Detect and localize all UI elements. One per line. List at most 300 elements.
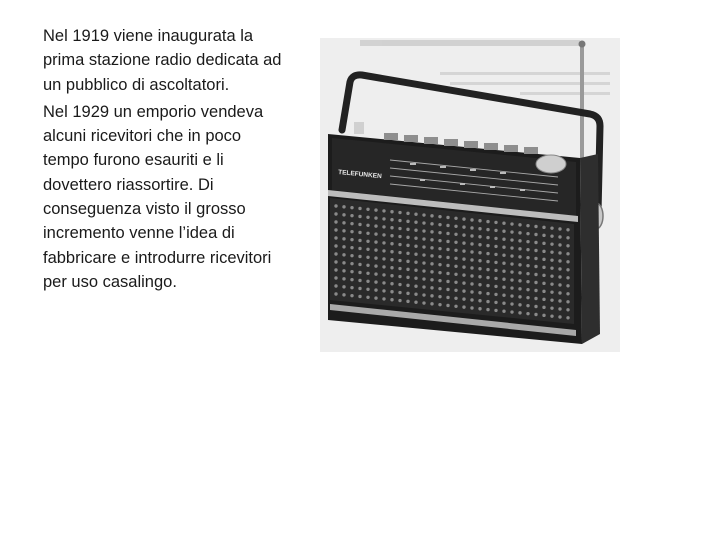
grille-hole xyxy=(390,210,393,213)
grille-hole xyxy=(550,306,553,309)
grille-hole xyxy=(350,230,353,233)
grille-hole xyxy=(446,304,449,307)
grille-hole xyxy=(526,224,529,227)
grille-hole xyxy=(422,261,425,264)
grille-hole xyxy=(478,283,481,286)
grille-hole xyxy=(542,234,545,237)
grille-hole xyxy=(478,227,481,230)
grille-hole xyxy=(566,284,569,287)
grille-hole xyxy=(390,242,393,245)
grille-hole xyxy=(430,262,433,265)
grille-hole xyxy=(398,291,401,294)
grille-hole xyxy=(406,252,409,255)
grille-hole xyxy=(542,266,545,269)
grille-hole xyxy=(534,265,537,268)
grille-hole xyxy=(422,285,425,288)
grille-hole xyxy=(478,291,481,294)
grille-hole xyxy=(374,288,377,291)
grille-hole xyxy=(510,222,513,225)
grille-hole xyxy=(382,265,385,268)
grille-hole xyxy=(494,229,497,232)
grille-hole xyxy=(542,298,545,301)
grille-hole xyxy=(550,266,553,269)
grille-hole xyxy=(454,233,457,236)
grille-hole xyxy=(470,306,473,309)
grille-hole xyxy=(486,284,489,287)
grille-hole xyxy=(534,297,537,300)
grille-hole xyxy=(358,263,361,266)
grille-hole xyxy=(502,286,505,289)
grille-hole xyxy=(374,224,377,227)
grille-hole xyxy=(358,287,361,290)
grille-hole xyxy=(350,270,353,273)
grille-hole xyxy=(454,257,457,260)
grille-hole xyxy=(382,233,385,236)
grille-hole xyxy=(462,233,465,236)
grille-hole xyxy=(510,246,513,249)
grille-hole xyxy=(422,221,425,224)
grille-hole xyxy=(534,249,537,252)
grille-hole xyxy=(566,316,569,319)
grille-hole xyxy=(526,296,529,299)
grille-hole xyxy=(478,275,481,278)
grille-hole xyxy=(518,223,521,226)
grille-hole xyxy=(350,238,353,241)
grille-hole xyxy=(558,283,561,286)
grille-hole xyxy=(502,278,505,281)
grille-hole xyxy=(518,311,521,314)
grille-hole xyxy=(334,284,337,287)
grille-hole xyxy=(534,241,537,244)
paragraph-1929: Nel 1929 un emporio vendeva alcuni ricevitori che in poco tempo furono esauriti e li dovettero riassortire. Di conseguenza visto il grosso incremento venne l’idea di fabbricare e introdurre ricevitori per uso casalingo. xyxy=(43,102,272,291)
grille-hole xyxy=(406,300,409,303)
grille-hole xyxy=(438,215,441,218)
grille-hole xyxy=(374,256,377,259)
grille-hole xyxy=(430,230,433,233)
grille-hole xyxy=(414,261,417,264)
grille-hole xyxy=(374,208,377,211)
grille-hole xyxy=(494,301,497,304)
grille-hole xyxy=(342,205,345,208)
grille-hole xyxy=(446,248,449,251)
grille-hole xyxy=(382,257,385,260)
paragraph-1919: Nel 1919 viene inaugurata la prima stazione radio dedicata ad un pubblico di ascoltatori. xyxy=(43,27,282,94)
grille-hole xyxy=(542,250,545,253)
grille-hole xyxy=(494,245,497,248)
grille-hole xyxy=(342,277,345,280)
grille-hole xyxy=(542,242,545,245)
grille-hole xyxy=(502,294,505,297)
grille-hole xyxy=(406,260,409,263)
grille-hole xyxy=(510,238,513,241)
grille-hole xyxy=(398,211,401,214)
grille-hole xyxy=(462,225,465,228)
grille-hole xyxy=(406,236,409,239)
grille-hole xyxy=(446,296,449,299)
grille-hole xyxy=(430,254,433,257)
grille-hole xyxy=(446,224,449,227)
grille-hole xyxy=(510,254,513,257)
grille-hole xyxy=(558,299,561,302)
grille-hole xyxy=(510,286,513,289)
grille-hole xyxy=(446,232,449,235)
grille-hole xyxy=(478,251,481,254)
grille-hole xyxy=(422,301,425,304)
grille-hole xyxy=(566,276,569,279)
grille-hole xyxy=(502,238,505,241)
grille-hole xyxy=(390,226,393,229)
grille-hole xyxy=(342,285,345,288)
grille-hole xyxy=(366,288,369,291)
grille-hole xyxy=(534,257,537,260)
grille-hole xyxy=(558,315,561,318)
grille-hole xyxy=(526,304,529,307)
grille-hole xyxy=(566,292,569,295)
grille-hole xyxy=(342,253,345,256)
grille-hole xyxy=(518,255,521,258)
grille-hole xyxy=(342,261,345,264)
grille-hole xyxy=(526,248,529,251)
grille-hole xyxy=(502,310,505,313)
grille-hole xyxy=(454,249,457,252)
grille-hole xyxy=(334,204,337,207)
grille-hole xyxy=(462,217,465,220)
grille-hole xyxy=(526,264,529,267)
grille-hole xyxy=(438,263,441,266)
grille-hole xyxy=(470,282,473,285)
grille-hole xyxy=(542,306,545,309)
grille-hole xyxy=(398,259,401,262)
grille-hole xyxy=(486,260,489,263)
grille-hole xyxy=(430,222,433,225)
grille-hole xyxy=(462,273,465,276)
grille-hole xyxy=(462,257,465,260)
grille-hole xyxy=(494,285,497,288)
grille-hole xyxy=(406,276,409,279)
grille-hole xyxy=(470,258,473,261)
grille-hole xyxy=(430,278,433,281)
grille-hole xyxy=(358,255,361,258)
grille-hole xyxy=(390,250,393,253)
grille-hole xyxy=(422,229,425,232)
grille-hole xyxy=(342,293,345,296)
grille-hole xyxy=(334,268,337,271)
grille-hole xyxy=(414,285,417,288)
grille-hole xyxy=(454,297,457,300)
grille-hole xyxy=(406,268,409,271)
grille-hole xyxy=(406,220,409,223)
grille-hole xyxy=(446,272,449,275)
grille-hole xyxy=(438,271,441,274)
grille-hole xyxy=(406,244,409,247)
grille-hole xyxy=(454,273,457,276)
grille-hole xyxy=(502,262,505,265)
grille-hole xyxy=(374,272,377,275)
grille-hole xyxy=(398,219,401,222)
grille-hole xyxy=(566,260,569,263)
grille-hole xyxy=(558,227,561,230)
grille-hole xyxy=(494,221,497,224)
grille-hole xyxy=(542,314,545,317)
grille-hole xyxy=(534,281,537,284)
grille-hole xyxy=(454,225,457,228)
grille-hole xyxy=(358,207,361,210)
grille-hole xyxy=(462,281,465,284)
grille-hole xyxy=(534,273,537,276)
grille-hole xyxy=(446,264,449,267)
grille-hole xyxy=(422,213,425,216)
grille-hole xyxy=(566,228,569,231)
grille-hole xyxy=(470,298,473,301)
grille-hole xyxy=(518,231,521,234)
grille-hole xyxy=(430,238,433,241)
grille-hole xyxy=(430,214,433,217)
grille-hole xyxy=(414,277,417,280)
grille-hole xyxy=(502,222,505,225)
grille-hole xyxy=(510,310,513,313)
grille-hole xyxy=(358,239,361,242)
grille-hole xyxy=(478,267,481,270)
grille-hole xyxy=(358,271,361,274)
grille-hole xyxy=(438,287,441,290)
grille-hole xyxy=(558,243,561,246)
grille-hole xyxy=(414,269,417,272)
grille-hole xyxy=(350,262,353,265)
grille-hole xyxy=(486,228,489,231)
grille-hole xyxy=(470,290,473,293)
grille-hole xyxy=(406,212,409,215)
grille-hole xyxy=(494,261,497,264)
grille-hole xyxy=(550,314,553,317)
grille-hole xyxy=(334,236,337,239)
grille-hole xyxy=(366,280,369,283)
grille-hole xyxy=(526,240,529,243)
grille-hole xyxy=(414,293,417,296)
grille-hole xyxy=(534,225,537,228)
grille-hole xyxy=(470,274,473,277)
grille-hole xyxy=(374,248,377,251)
grille-hole xyxy=(526,280,529,283)
grille-hole xyxy=(446,288,449,291)
grille-hole xyxy=(350,214,353,217)
grille-hole xyxy=(526,288,529,291)
grille-hole xyxy=(382,241,385,244)
grille-hole xyxy=(382,297,385,300)
grille-hole xyxy=(486,268,489,271)
grille-hole xyxy=(382,217,385,220)
grille-hole xyxy=(494,269,497,272)
grille-hole xyxy=(334,276,337,279)
brand-badge: TELEFUNKEN xyxy=(337,169,382,181)
grille-hole xyxy=(550,226,553,229)
grille-hole xyxy=(494,293,497,296)
grille-hole xyxy=(518,247,521,250)
grille-hole xyxy=(486,236,489,239)
grille-hole xyxy=(558,307,561,310)
grille-hole xyxy=(478,299,481,302)
grille-hole xyxy=(358,247,361,250)
grille-hole xyxy=(502,230,505,233)
grille-hole xyxy=(558,291,561,294)
grille-hole xyxy=(406,228,409,231)
grille-hole xyxy=(374,232,377,235)
grille-hole xyxy=(382,209,385,212)
radio-photo xyxy=(320,38,620,352)
grille-hole xyxy=(398,227,401,230)
power-switch xyxy=(354,122,364,134)
grille-hole xyxy=(334,252,337,255)
grille-hole xyxy=(374,216,377,219)
grille-hole xyxy=(462,305,465,308)
antenna xyxy=(579,41,586,159)
grille-hole xyxy=(558,267,561,270)
grille-hole xyxy=(374,240,377,243)
grille-hole xyxy=(374,264,377,267)
grille-hole xyxy=(446,216,449,219)
grille-hole xyxy=(534,233,537,236)
grille-hole xyxy=(566,300,569,303)
grille-hole xyxy=(350,254,353,257)
grille-hole xyxy=(414,301,417,304)
grille-hole xyxy=(510,270,513,273)
grille-hole xyxy=(398,267,401,270)
grille-hole xyxy=(526,256,529,259)
grille-hole xyxy=(526,232,529,235)
grille-hole xyxy=(550,234,553,237)
grille-hole xyxy=(414,253,417,256)
grille-hole xyxy=(518,263,521,266)
grille-hole xyxy=(542,282,545,285)
radio-side xyxy=(580,154,600,344)
grille-hole xyxy=(422,253,425,256)
grille-hole xyxy=(510,294,513,297)
grille-hole xyxy=(398,235,401,238)
grille-hole xyxy=(390,258,393,261)
grille-hole xyxy=(342,229,345,232)
grille-hole xyxy=(390,234,393,237)
grille-hole xyxy=(486,276,489,279)
grille-hole xyxy=(518,239,521,242)
grille-hole xyxy=(494,277,497,280)
grille-hole xyxy=(558,251,561,254)
grille-hole xyxy=(438,239,441,242)
grille-hole xyxy=(358,215,361,218)
grille-hole xyxy=(446,240,449,243)
grille-hole xyxy=(406,292,409,295)
grille-hole xyxy=(478,243,481,246)
grille-hole xyxy=(470,234,473,237)
grille-hole xyxy=(438,231,441,234)
grille-hole xyxy=(566,244,569,247)
grille-hole xyxy=(534,305,537,308)
grille-hole xyxy=(366,208,369,211)
grille-hole xyxy=(566,268,569,271)
grille-hole xyxy=(518,271,521,274)
grille-hole xyxy=(550,274,553,277)
grille-hole xyxy=(470,242,473,245)
grille-hole xyxy=(334,292,337,295)
grille-hole xyxy=(462,289,465,292)
grille-hole xyxy=(542,274,545,277)
grille-hole xyxy=(558,259,561,262)
grille-hole xyxy=(398,283,401,286)
grille-hole xyxy=(366,272,369,275)
grille-hole xyxy=(382,273,385,276)
grille-hole xyxy=(526,312,529,315)
grille-hole xyxy=(454,265,457,268)
grille-hole xyxy=(350,246,353,249)
grille-hole xyxy=(446,256,449,259)
grille-hole xyxy=(502,254,505,257)
grille-hole xyxy=(342,213,345,216)
grille-hole xyxy=(398,243,401,246)
grille-hole xyxy=(430,246,433,249)
grille-hole xyxy=(470,226,473,229)
grille-hole xyxy=(334,228,337,231)
grille-hole xyxy=(518,287,521,290)
grille-hole xyxy=(398,299,401,302)
grille-hole xyxy=(438,279,441,282)
grille-hole xyxy=(342,221,345,224)
grille-hole xyxy=(334,220,337,223)
grille-hole xyxy=(462,265,465,268)
grille-hole xyxy=(430,270,433,273)
grille-hole xyxy=(470,266,473,269)
grille-hole xyxy=(390,290,393,293)
grille-hole xyxy=(358,295,361,298)
grille-hole xyxy=(550,258,553,261)
grille-hole xyxy=(358,231,361,234)
grille-hole xyxy=(390,298,393,301)
grille-hole xyxy=(390,266,393,269)
grille-hole xyxy=(366,216,369,219)
grille-hole xyxy=(438,295,441,298)
grille-hole xyxy=(358,223,361,226)
grille-hole xyxy=(422,269,425,272)
tuning-dial xyxy=(536,155,566,173)
grille-hole xyxy=(470,250,473,253)
grille-hole xyxy=(502,270,505,273)
grille-hole xyxy=(542,258,545,261)
grille-hole xyxy=(486,300,489,303)
grille-hole xyxy=(382,289,385,292)
grille-hole xyxy=(558,235,561,238)
grille-hole xyxy=(470,218,473,221)
grille-hole xyxy=(526,272,529,275)
grille-hole xyxy=(462,297,465,300)
grille-hole xyxy=(550,290,553,293)
grille-hole xyxy=(366,224,369,227)
grille-hole xyxy=(494,237,497,240)
grille-hole xyxy=(350,278,353,281)
grille-hole xyxy=(422,237,425,240)
grille-hole xyxy=(486,292,489,295)
grille-hole xyxy=(374,296,377,299)
grille-hole xyxy=(446,280,449,283)
grille-hole xyxy=(390,274,393,277)
grille-hole xyxy=(438,255,441,258)
grille-hole xyxy=(510,302,513,305)
grille-hole xyxy=(542,290,545,293)
grille-hole xyxy=(550,298,553,301)
radio-illustration xyxy=(320,38,620,352)
grille-hole xyxy=(358,279,361,282)
grille-hole xyxy=(422,293,425,296)
grille-hole xyxy=(414,213,417,216)
grille-hole xyxy=(478,259,481,262)
grille-hole xyxy=(438,303,441,306)
grille-hole xyxy=(350,294,353,297)
